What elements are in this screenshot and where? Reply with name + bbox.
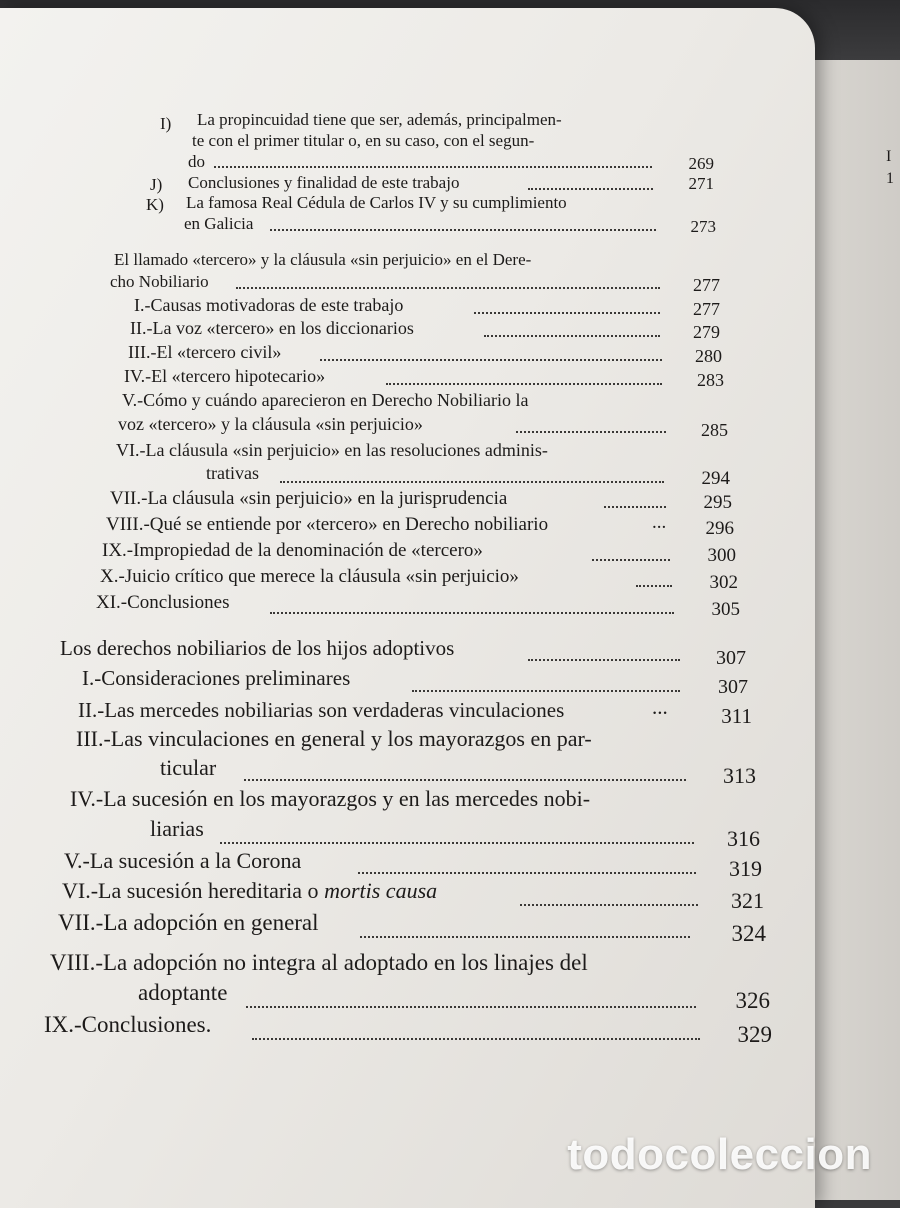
entry-text: La propincuidad tiene que ser, además, principalmen- [197,110,562,129]
dot-leader [592,559,670,561]
dot-leader [214,166,652,168]
entry-text: VII.-La cláusula «sin perjuicio» en la jurisprudencia [110,488,508,509]
page-number: 294 [701,468,730,489]
dot-leader [360,936,690,938]
page-number: 277 [693,299,720,319]
dot-leader [412,690,680,692]
dot-leader [528,659,680,661]
entry-text: ticular [160,755,217,780]
page-number: 311 [721,704,752,728]
entry-text: IX.-Impropiedad de la denominación de «tercero» [102,540,483,561]
dot-leader [270,612,674,614]
entry-text: III.-El «tercero civil» [128,342,282,362]
entry-text: trativas [206,463,259,483]
page-number: 277 [693,275,720,295]
page-number: 305 [711,599,740,620]
entry-text: VI.-La cláusula «sin perjuicio» en las resoluciones adminis- [116,440,548,460]
entry-text: voz «tercero» y la cláusula «sin perjuicio» [118,414,423,434]
page-number: 329 [737,1022,772,1047]
section-title: Los derechos nobiliarios de los hijos adoptivos [60,636,455,660]
entry-text: te con el primer titular o, en su caso, con el segun- [192,131,535,150]
entry-text: V.-Cómo y cuándo aparecieron en Derecho Nobiliario la [122,390,529,410]
dot-leader [604,506,666,508]
entry-text: VIII.-Qué se entiende por «tercero» en Derecho nobiliario [106,514,549,535]
entry-text: VII.-La adopción en general [58,910,319,935]
page-number: 296 [705,518,734,539]
dot-leader [252,1038,700,1040]
page-number: 295 [703,492,732,513]
page-number: 283 [697,370,724,390]
adjacent-page-letter: 1 [886,170,894,187]
entry-text: I.-Consideraciones preliminares [82,666,351,690]
page-number: 321 [731,888,764,913]
page-number: 273 [690,217,716,236]
entry-text: I.-Causas motivadoras de este trabajo [134,295,404,315]
page-number: 302 [709,572,738,593]
entry-text: liarias [150,816,204,841]
dot-leader [474,312,660,314]
entry-text: VIII.-La adopción no integra al adoptado en los linajes del [50,950,588,975]
dot-leader [484,335,660,337]
page-number: 307 [716,647,746,669]
entry-text: IV.-La sucesión en los mayorazgos y en las mercedes nobi- [70,786,591,811]
page-number: 279 [693,322,720,342]
entry-text: IV.-El «tercero hipotecario» [124,366,326,386]
entry-text: VI.-La sucesión hereditaria o mortis causa [62,878,438,903]
entry-text: IX.-Conclusiones. [44,1012,212,1037]
dot-leader [358,872,696,874]
page-number: 326 [735,988,770,1013]
dot-leader [270,229,656,231]
dot-leader [520,904,698,906]
entry-letter: J) [150,175,163,194]
dot-leader [320,359,662,361]
dot-leader: ... [652,695,668,719]
page-number: 319 [729,856,762,881]
page-number: 324 [731,921,766,946]
page-number: 313 [723,763,756,788]
entry-text: II.-Las mercedes nobiliarias son verdaderas vinculaciones [78,698,565,722]
page-number: 271 [688,174,714,193]
dot-leader [236,287,660,289]
entry-text: V.-La sucesión a la Corona [64,848,302,873]
entry-letter: K) [146,195,164,214]
entry-text: en Galicia [184,214,254,233]
adjacent-page-letter: I [886,148,892,165]
section-title: El llamado «tercero» y la cláusula «sin perjuicio» en el Dere- [114,250,532,269]
dot-leader: ... [652,512,667,533]
entry-text: La famosa Real Cédula de Carlos IV y su cumplimiento [186,193,567,212]
section-title: cho Nobiliario [110,272,209,291]
page-number: 307 [718,676,748,698]
entry-text: Conclusiones y finalidad de este trabajo [188,173,460,192]
page-number: 316 [727,826,760,851]
page-number: 300 [707,545,736,566]
entry-text: XI.-Conclusiones [96,592,230,613]
entry-text: do [188,152,205,171]
page-number: 285 [701,420,728,440]
dot-leader [516,431,666,433]
page-number: 280 [695,346,722,366]
entry-text: X.-Juicio crítico que merece la cláusula «sin perjuicio» [100,566,519,587]
entry-text-italic: mortis causa [324,878,438,903]
dot-leader [386,383,662,385]
dot-leader [220,842,694,844]
watermark-logo: todocoleccion [567,1130,872,1179]
dot-leader [244,779,686,781]
dot-leader [636,585,672,587]
dot-leader [246,1006,696,1008]
dot-leader [280,481,664,483]
entry-text: II.-La voz «tercero» en los diccionarios [130,318,414,338]
entry-letter: I) [160,114,172,133]
entry-text: adoptante [138,980,228,1005]
page-number: 269 [688,154,714,173]
entry-text: III.-Las vinculaciones en general y los mayorazgos en par- [76,726,592,751]
dot-leader [528,188,653,190]
